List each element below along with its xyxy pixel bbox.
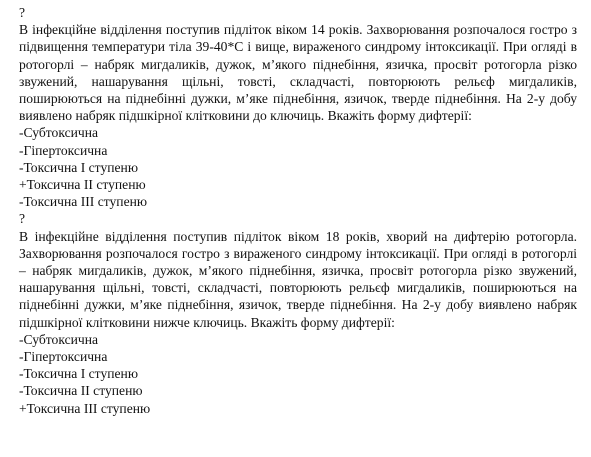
answer-options — [19, 331, 577, 417]
answer-option: -Токсична II ступеню — [19, 383, 143, 399]
answer-option: -Гіпертоксична — [19, 349, 108, 365]
answer-option: +Токсична III ступеню — [19, 400, 151, 416]
answer-option: -Субтоксична — [19, 331, 99, 347]
question-text: В інфекційне відділення поступив підліток віком 18 років, хворий на дифтерію ротогорла. Захворювання розпочалося гостро з вираженого синдрому інтоксикації. При огляді в ротогорлі – набряк мигдаликів, дужок, м’якого піднебіння, язичка, просвіт ротогорла різко звужений, нашарування щільні, товсті, складчасті, повторюють рельєф мигдаликів, поширюються на піднебінні дужки, м’яке піднебіння, язичок, тверде піднебіння. На 2-у добу виявлено набряк підшкірної клітковини нижче ключиць. Вкажіть форму дифтерії: — [19, 228, 577, 330]
question-2 — [19, 210, 577, 416]
answer-option: -Токсична III ступеню — [19, 194, 148, 210]
answer-option: +Токсична II ступеню — [19, 177, 146, 193]
answer-option: -Гіпертоксична — [19, 142, 108, 158]
question-marker: ? — [19, 5, 26, 20]
question-marker: ? — [19, 211, 26, 227]
answer-options — [19, 124, 577, 210]
document-page — [19, 4, 577, 417]
question-text: В інфекційне відділення поступив підліток віком 14 років. Захворювання розпочалося гостро з підвищення температури тіла 39-40*С і вище, вираженого синдрому інтоксикації. При огляді в ротогорлі – набряк мигдаликів, дужок, м’якого піднебіння, язичка, просвіт ротогорла різко звужений, нашарування щільні, товсті, складчасті, повторюють рельєф мигдаликів, поширюються на піднебінні дужки, м’яке піднебіння, язичок, тверде піднебіння. На 2-у добу виявлено набряк підшкірної клітковини до ключиць. Вкажіть форму дифтерії: — [19, 22, 577, 124]
answer-option: -Субтоксична — [19, 125, 99, 141]
answer-option: -Токсична I ступеню — [19, 159, 138, 175]
question-1 — [19, 4, 577, 210]
answer-option: -Токсична I ступеню — [19, 366, 138, 382]
